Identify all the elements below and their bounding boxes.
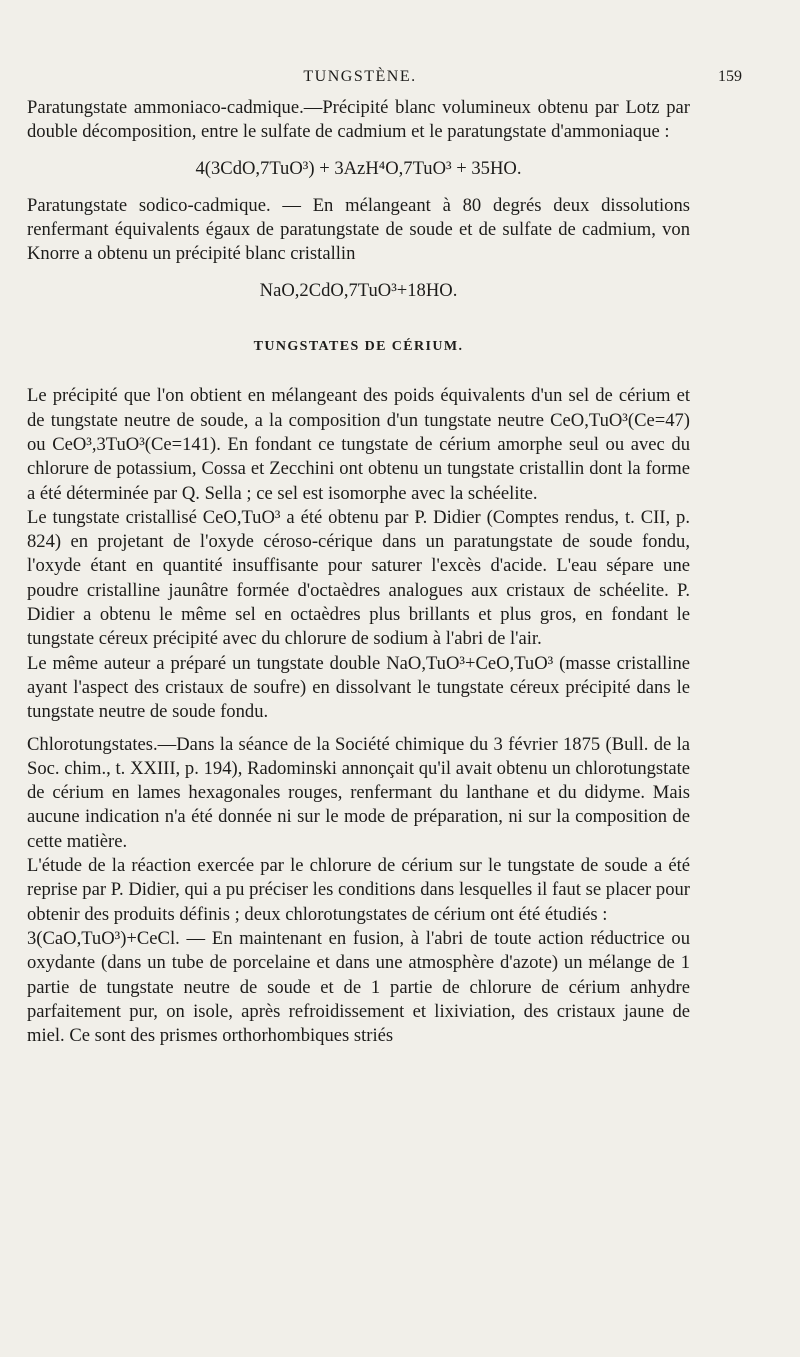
paragraph-chlorotungstates: Chlorotungstates.—Dans la séance de la Société chimique du 3 février 1875 (Bull. de la Soc. chim., t. XXIII, p. 194), Radominski annonçait qu'il avait obtenu un chlorotungstate de cérium en lames hexagonales rouges, renfermant du lanthane et du didyme. Mais aucune indication n'a été donnée ni sur le mode de préparation, ni sur la composition de cette matière.	[27, 733, 690, 852]
paragraph-tungstate-double: Le même auteur a préparé un tungstate double NaO,TuO³+CeO,TuO³ (masse cristalline ayant l'aspect des cristaux de soufre) en dissolvant le tungstate céreux précipité dans le tungstate neutre de soude fondu.	[27, 652, 690, 723]
paragraph-etude-reaction: L'étude de la réaction exercée par le chlorure de cérium sur le tungstate de soude a été reprise par P. Didier, qui a pu préciser les conditions dans lesquelles il faut se placer pour obtenir des produits définis ; deux chlorotungstates de cérium ont été étudiés :	[27, 855, 690, 925]
page-header	[20, 68, 742, 92]
formula-ammoniaco-cadmique: 4(3CdO,7TuO³) + 3AzH⁴O,7TuO³ + 35HO.	[195, 157, 522, 179]
section-heading-tungstates-cerium: TUNGSTATES DE CÉRIUM.	[253, 339, 464, 355]
running-title: TUNGSTÈNE.	[303, 68, 417, 85]
paragraph-chlorotungstate-formula: 3(CaO,TuO³)+CeCl. — En maintenant en fusion, à l'abri de toute action réductrice ou oxydante (dans un tube de porcelaine et dans une atmosphère d'azote) un mélange de 1 partie de tungstate neutre de soude et de 1 partie de chlorure de cérium anhydre parfaitement pur, on isole, après refroidissement et lixiviation, des cristaux jaune de miel. Ce sont des prismes orthorhombiques striés	[27, 927, 690, 1047]
page-number: 159	[718, 68, 742, 85]
page-content	[27, 96, 690, 1048]
paragraph-paratungstate-ammoniaco-cadmique: Paratungstate ammoniaco-cadmique.—Précipité blanc volumineux obtenu par Lotz par double décomposition, entre le sulfate de cadmium et le paratungstate d'ammoniaque :	[27, 97, 690, 143]
formula-sodico-cadmique: NaO,2CdO,7TuO³+18HO.	[259, 279, 458, 301]
paragraph-precipite: Le précipité que l'on obtient en mélangeant des poids équivalents d'un sel de cérium et de tungstate neutre de soude, a la composition d'un tungstate neutre CeO,TuO³(Ce=47) ou CeO³,3TuO³(Ce=141). En fondant ce tungstate de cérium amorphe seul ou avec du chlorure de potassium, Cossa et Zecchini ont obtenu un tungstate cristallin dont la forme a été déterminée par Q. Sella ; ce sel est isomorphe avec la schéelite.	[27, 385, 690, 504]
paragraph-paratungstate-sodico-cadmique: Paratungstate sodico-cadmique. — En mélangeant à 80 degrés deux dissolutions renfermant équivalents égaux de paratungstate de soude et de sulfate de cadmium, von Knorre a obtenu un précipité blanc cristallin	[27, 194, 690, 265]
paragraph-tungstate-cristallise: Le tungstate cristallisé CeO,TuO³ a été obtenu par P. Didier (Comptes rendus, t. CII, p. 824) en projetant de l'oxyde céroso-cérique dans un paratungstate de soude fondu, l'oxyde étant en quantité insuffisante pour saturer l'excès d'acide. L'eau sépare une poudre cristalline jaunâtre formée d'octaèdres analogues aux cristaux de schéelite. P. Didier a obtenu le même sel en octaèdres plus brillants et plus gros, en fondant le tungstate céreux précipité avec du chlorure de sodium à l'abri de l'air.	[27, 506, 690, 650]
